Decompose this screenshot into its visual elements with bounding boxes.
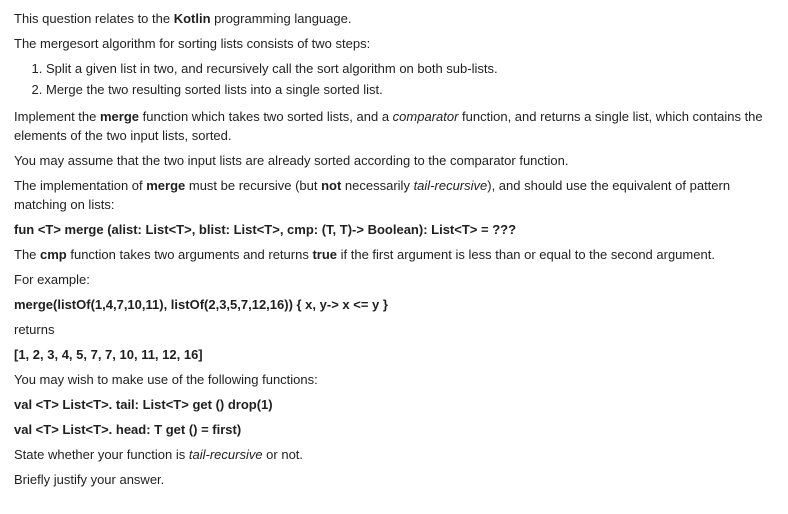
algorithm-intro: The mergesort algorithm for sorting lists consists of two steps: bbox=[14, 36, 371, 51]
cmp-a: The bbox=[14, 247, 41, 262]
implement-paragraph bbox=[14, 107, 774, 145]
impl-merge: merge bbox=[146, 178, 186, 193]
impl-tail-recursive: tail-recursive bbox=[413, 178, 488, 193]
example-label: For example: bbox=[14, 272, 90, 287]
cmp-e: if the first argument is less than or equal to the second argument. bbox=[337, 247, 715, 262]
intro-prefix: This question relates to the bbox=[14, 11, 174, 26]
cmp-description bbox=[14, 245, 774, 264]
cmp-name: cmp bbox=[40, 247, 67, 262]
justify-paragraph: Briefly justify your answer. bbox=[14, 472, 165, 487]
state-paragraph bbox=[14, 445, 774, 464]
step-1: 1. Split a given list in two, and recursively call the sort algorithm on both sub-lists. bbox=[46, 59, 774, 78]
cmp-true: true bbox=[312, 247, 337, 262]
implement-e: function, and returns a single list, which contains the elements of the two input lists, sorted. bbox=[14, 109, 763, 143]
example-call: merge(listOf(1,4,7,10,11), listOf(2,3,5,7,12,16)) { x, y-> x <= y } bbox=[14, 297, 388, 312]
impl-a: The implementation of bbox=[14, 178, 147, 193]
state-a: State whether your function is bbox=[14, 447, 189, 462]
state-c: or not. bbox=[262, 447, 304, 462]
language-name: Kotlin bbox=[173, 11, 211, 26]
implement-a: Implement the bbox=[14, 109, 100, 124]
impl-e: necessarily bbox=[341, 178, 414, 193]
helper-tail: val <T> List<T>. tail: List<T> get () drop(1) bbox=[14, 397, 273, 412]
helper-head: val <T> List<T>. head: T get () = first) bbox=[14, 422, 242, 437]
implement-comparator: comparator bbox=[392, 109, 459, 124]
intro-suffix: programming language. bbox=[210, 11, 352, 26]
cmp-c: function takes two arguments and returns bbox=[66, 247, 313, 262]
implement-c: function which takes two sorted lists, and a bbox=[139, 109, 393, 124]
helpers-label: You may wish to make use of the following functions: bbox=[14, 372, 318, 387]
implementation-requirement bbox=[14, 176, 774, 214]
state-tail-recursive: tail-recursive bbox=[188, 447, 263, 462]
implement-merge: merge bbox=[100, 109, 140, 124]
impl-g: ), and should use the equivalent of pattern matching on lists: bbox=[14, 178, 731, 212]
impl-c: must be recursive (but bbox=[185, 178, 322, 193]
returns-label: returns bbox=[14, 322, 55, 337]
step-2: 2. Merge the two resulting sorted lists into a single sorted list. bbox=[46, 80, 774, 99]
algorithm-steps bbox=[14, 59, 774, 99]
intro-paragraph bbox=[14, 9, 774, 28]
example-result: [1, 2, 3, 4, 5, 7, 7, 10, 11, 12, 16] bbox=[14, 347, 203, 362]
assume-paragraph: You may assume that the two input lists are already sorted according to the comparator function. bbox=[14, 153, 569, 168]
function-signature: fun <T> merge (alist: List<T>, blist: List<T>, cmp: (T, T)-> Boolean): List<T> = ??? bbox=[14, 222, 517, 237]
impl-not: not bbox=[321, 178, 342, 193]
